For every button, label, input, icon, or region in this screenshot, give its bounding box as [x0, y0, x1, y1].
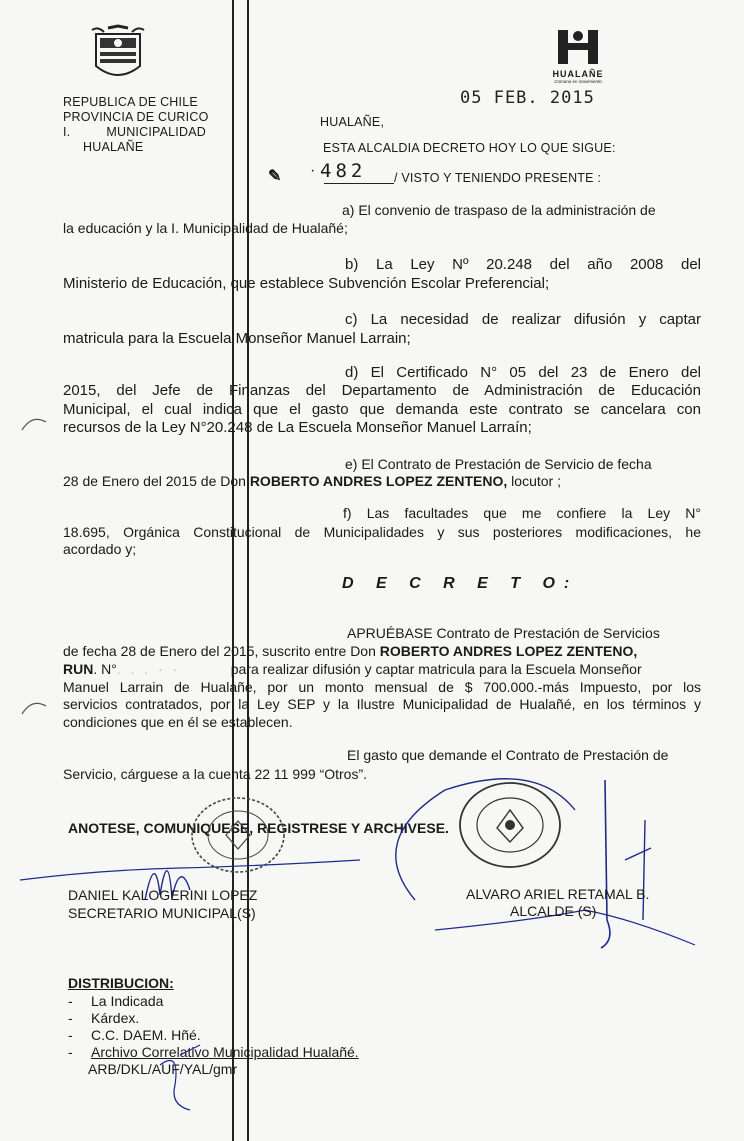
- considerando-b-line1: b) La Ley Nº 20.248 del año 2008 del: [345, 256, 701, 273]
- considerando-a-line2: la educación y la I. Municipalidad de Hualañé;: [63, 220, 348, 236]
- distribucion-initials: ARB/DKL/AUF/YAL/gmr: [88, 1061, 238, 1077]
- considerando-f-line3: acordado y;: [63, 541, 137, 557]
- considerando-f-line2: 18.695, Orgánica Constitucional de Municipalidades y sus posteriores modificaciones, he: [63, 524, 701, 540]
- decree-dot: ·: [310, 162, 316, 179]
- distribucion-item: - Kárdex.: [68, 1010, 140, 1026]
- signature-left-name: DANIEL KALOGERINI LOPEZ: [68, 887, 258, 903]
- considerando-d-line4: recursos de la Ley N°20.248 de La Escuela Monseñor Manuel Larraín;: [63, 419, 532, 436]
- considerando-d-line2: 2015, del Jefe de Finanzas del Departamento de Administración de Educación: [63, 382, 701, 399]
- hualane-logo: [550, 28, 606, 84]
- decree-number: 482: [320, 160, 367, 182]
- signature-small-icon: [150, 1045, 230, 1115]
- header-city: HUALAÑE: [83, 140, 144, 154]
- resolucion-line6: condiciones que en él se establecen.: [63, 714, 293, 730]
- considerando-f-line1: f) Las facultades que me confiere la Ley N°: [343, 505, 701, 521]
- redacted-run: . . . · ·: [116, 661, 181, 677]
- resolucion-line5: servicios contratados, por la Ley SEP y la Ilustre Municipalidad de Hualañé, en los términos y: [63, 696, 701, 712]
- considerando-e-line1: e) El Contrato de Prestación de Servicio de fecha: [345, 456, 652, 472]
- header-municipality: I. MUNICIPALIDAD: [63, 125, 206, 139]
- coat-of-arms-icon: [90, 26, 146, 84]
- considerando-b-line2: Ministerio de Educación, que establece Subvención Escolar Preferencial;: [63, 275, 550, 292]
- gasto-line2: Servicio, cárguese a la cuenta 22 11 999 “Otros”.: [63, 766, 368, 782]
- resolucion-line3: RUN. N°. . . · · para realizar difusión y captar matricula para la Escuela Monseñor: [63, 661, 642, 677]
- considerando-e-line2: 28 de Enero del 2015 de Don ROBERTO ANDRES LOPEZ ZENTENO, locutor ;: [63, 473, 561, 489]
- distribucion-item: - C.C. DAEM. Hñé.: [68, 1027, 201, 1043]
- logo-tagline: Comuna en movimiento: [554, 79, 602, 84]
- binder-line-right: [247, 0, 249, 1141]
- resolucion-line4: Manuel Larrain de Hualañe, por un monto mensual de $ 700.000.-más Impuesto, por los: [63, 679, 701, 695]
- header-left-block: [63, 95, 233, 155]
- punch-hole-bottom: [18, 700, 48, 724]
- contractor-name: ROBERTO ANDRES LOPEZ ZENTENO,: [249, 473, 508, 489]
- distribucion-item: - La Indicada: [68, 993, 164, 1009]
- resolucion-line2: de fecha 28 de Enero del 2015, suscrito entre Don ROBERTO ANDRES LOPEZ ZENTENO,: [63, 643, 638, 659]
- considerando-c-line1: c) La necesidad de realizar difusión y captar: [345, 311, 701, 328]
- considerando-a-line1: a) El convenio de traspaso de la administración de: [342, 202, 656, 218]
- signature-right-name: ALVARO ARIEL RETAMAL B.: [466, 886, 650, 902]
- logo-text: HUALAÑE: [552, 69, 604, 79]
- header-province: PROVINCIA DE CURICO: [63, 110, 209, 124]
- binder-line-left: [232, 0, 234, 1141]
- distribucion-title: DISTRIBUCION:: [68, 975, 174, 991]
- visto-text: / VISTO Y TENIENDO PRESENTE :: [394, 171, 602, 185]
- considerando-d-line3: Municipal, el cual indica que el gasto que demanda este contrato se cancelara con: [63, 401, 701, 418]
- distribucion-item: - Archivo Correlativo Municipalidad Hualañé.: [68, 1044, 359, 1060]
- considerando-c-line2: matricula para la Escuela Monseñor Manuel Larrain;: [63, 330, 411, 347]
- hualane-logo-icon: [556, 28, 600, 66]
- signature-left-title: SECRETARIO MUNICIPAL(S): [68, 905, 256, 921]
- decree-number-row: [268, 160, 628, 186]
- header-country: REPUBLICA DE CHILE: [63, 95, 198, 109]
- handwritten-mark-icon: ✎: [268, 168, 282, 185]
- signature-right-icon: [375, 770, 715, 970]
- date-stamp: 05 FEB. 2015: [460, 88, 595, 108]
- header-intro: ESTA ALCALDIA DECRETO HOY LO QUE SIGUE:: [323, 141, 616, 155]
- anotese-text: ANOTESE, COMUNIQUESE, REGISTRESE Y ARCHIVESE.: [68, 820, 449, 836]
- signature-right-title: ALCALDE (S): [510, 903, 597, 919]
- punch-hole-top: [18, 416, 48, 440]
- decreto-title: D E C R E T O:: [342, 575, 579, 592]
- resolucion-line1: APRUÉBASE Contrato de Prestación de Servicios: [347, 625, 660, 641]
- gasto-line1: El gasto que demande el Contrato de Prestación de: [347, 747, 669, 763]
- considerando-d-line1: d) El Certificado N° 05 del 23 de Enero del: [345, 364, 701, 381]
- header-place: HUALAÑE,: [320, 115, 385, 129]
- decree-underline: [324, 183, 394, 184]
